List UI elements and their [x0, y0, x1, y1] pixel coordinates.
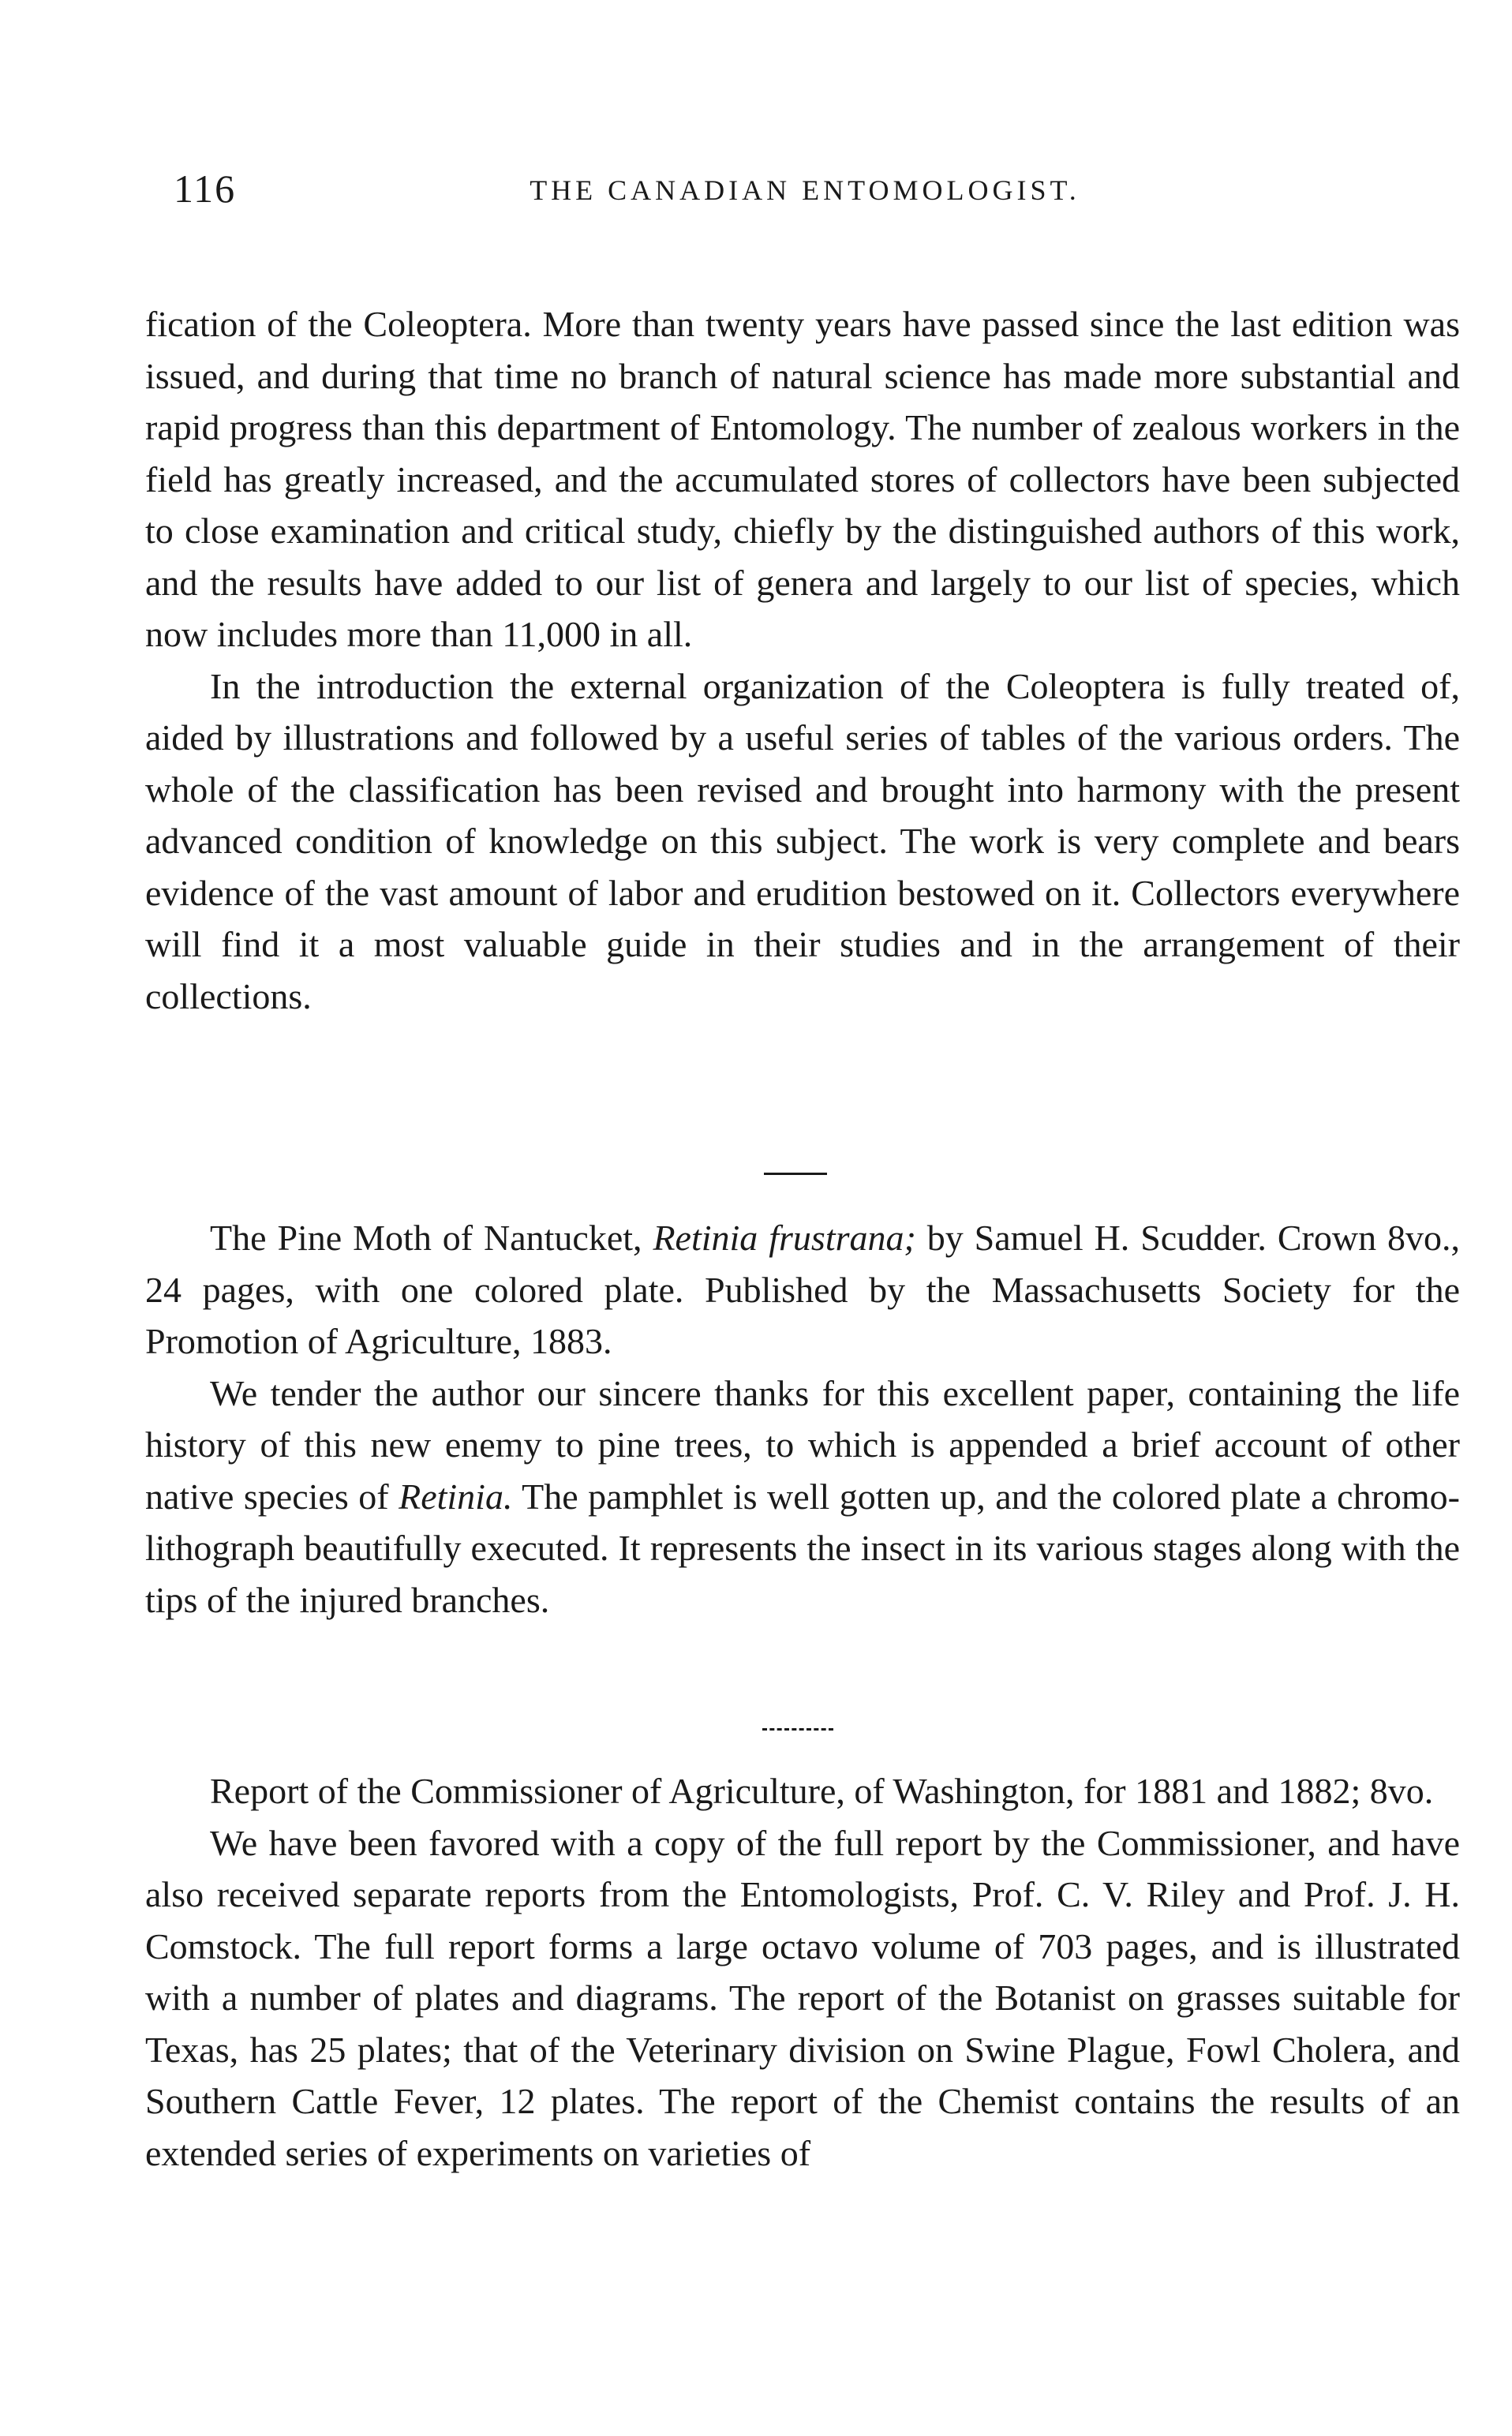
page-number: 116	[174, 167, 237, 211]
retinia-genus-name: Retinia.	[399, 1476, 513, 1517]
coleoptera-paragraph-2: In the introduction the external organization of the Coleoptera is fully treated of, aided by illustrations and followed by a useful series of tables of the various orders. The whole of the classification has been revised and brought into harmony with the present advanced condition of knowledge on this subject. The work is very complete and bears evidence of the vast amount of labor and erudition bestowed on it. Collectors everywhere will find it a most valuable guide in their studies and in the arrangement of their collections.	[145, 665, 1460, 1016]
pine-moth-species-name: Retinia frustrana;	[653, 1218, 916, 1258]
pine-moth-review	[145, 1212, 1460, 1626]
agriculture-report-review	[145, 1765, 1460, 2179]
page-header	[142, 166, 1468, 221]
agriculture-report-body: We have been favored with a copy of the full report by the Commissioner, and have also received separate reports from the Entomologists, Prof. C. V. Riley and Prof. J. H. Comstock. The full report forms a large octavo volume of 703 pages, and is illustrated with a number of plates and diagrams. The report of the Botanist on grasses suitable for Texas, has 25 plates; that of the Veterinary division on Swine Plague, Fowl Cholera, and Southern Cattle Fever, 12 plates. The report of the Chemist contains the results of an extended series of experiments on varieties of	[145, 1822, 1460, 2173]
pine-moth-title	[145, 1212, 1460, 1368]
pine-moth-body	[145, 1368, 1460, 1626]
section-divider-1	[764, 1173, 827, 1175]
pine-moth-body-lead: We tender the author our sincere thanks for this excellent paper, containing the life history of this new enemy to pine trees, to which is appended a brief account of other native species of	[145, 1372, 1460, 1517]
agriculture-report-title: Report of the Commissioner of Agriculture, of Washington, for 1881 and 1882; 8vo.	[210, 1771, 1434, 1811]
coleoptera-paragraph-1: fication of the Coleoptera. More than twenty years have passed since the last edition was issued, and during that time no branch of natural science has made more substantial and rapid progress than this department of Entomology. The number of zealous workers in the field has greatly increased, and the accumulated stores of collectors have been subjected to close examination and critical study, chiefly by the distinguished authors of this work, and the results have added to our list of genera and largely to our list of species, which now includes more than 11,000 in all.	[145, 304, 1460, 654]
running-title: THE CANADIAN ENTOMOLOGIST.	[530, 174, 1080, 206]
pine-moth-title-details: by Samuel H. Scudder. Crown 8vo., 24 pages, with one colored plate. Published by the Massachusetts Society for the Promotion of Agriculture, 1883.	[145, 1218, 1460, 1361]
pine-moth-body-rest: The pamphlet is well gotten up, and the colored plate a chromo-lithograph beautifully executed. It represents the insect in its various stages along with the tips of the injured branches.	[145, 1476, 1460, 1620]
section-divider-2	[762, 1728, 833, 1731]
coleoptera-review	[145, 298, 1460, 1022]
pine-moth-title-lead: The Pine Moth of Nantucket,	[210, 1218, 653, 1258]
